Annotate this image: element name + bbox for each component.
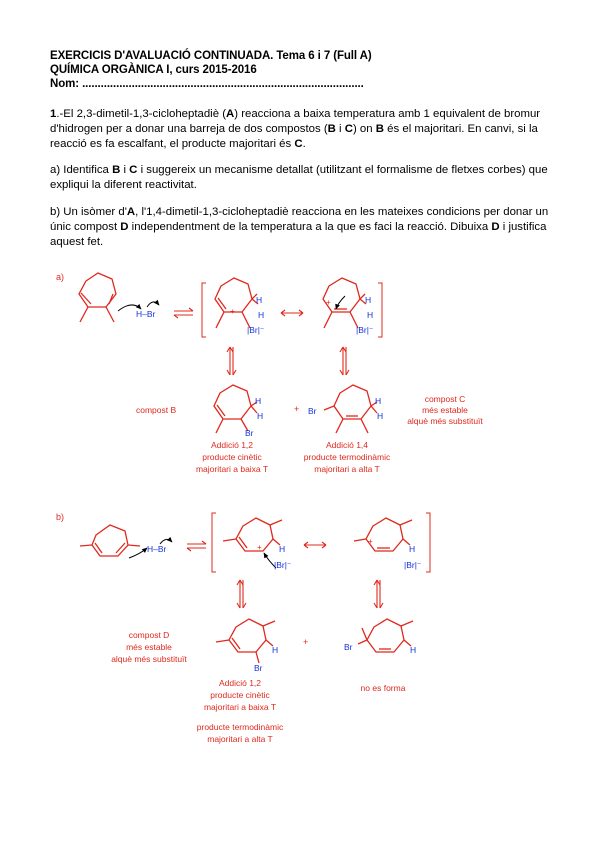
compost-c-line: més estable (422, 405, 468, 415)
q1-text: és el majoritari. En canvi, si la reacció es fa escalfant, el producte majoritari és (50, 123, 538, 150)
question-number: 1 (50, 108, 57, 120)
qb-text: b) Un isòmer d' (50, 206, 127, 218)
curved-arrow (129, 548, 147, 558)
hydrogen-label: H (375, 396, 382, 406)
hbr-reagent: H–Br (136, 309, 156, 319)
bracket-left (202, 283, 206, 337)
vertical-arrow-right (340, 347, 349, 375)
bromine-label: Br (308, 406, 317, 416)
carbocation-3 (223, 518, 282, 551)
note-line: Addició 1,2 (210, 440, 254, 450)
note-line: majoritari a baixa T (203, 702, 277, 712)
compost-c-note (407, 394, 483, 426)
note-line: producte termodinàmic (196, 722, 284, 732)
compound-a-ref: A (226, 108, 235, 120)
qa-text: i (120, 164, 130, 176)
hydrogen-label: H (365, 295, 372, 305)
scheme-part-a (56, 272, 483, 474)
compost-b-label: compost B (136, 405, 177, 415)
compost-d-line: alquè més substituït (111, 654, 187, 664)
positive-charge: + (368, 537, 373, 546)
q1-text: i (335, 123, 345, 135)
note-line: majoritari a alta T (314, 464, 380, 474)
compound-b-ref: B (112, 164, 121, 176)
molecule-a-isomer (80, 525, 140, 556)
bromine-label: Br (344, 642, 353, 652)
q1-text: ) reacciona a baixa temperatura amb 1 equivalent de bromur d'hidrogen per a donar una barreja de dos compostos ( (50, 108, 541, 135)
compound-c-ref: C (129, 164, 138, 176)
molecule-c (324, 385, 377, 433)
curved-arrow (147, 302, 159, 307)
addicio-12-note-b (197, 678, 284, 744)
curved-arrow (336, 296, 345, 309)
note-line: producte termodinàmic (303, 452, 391, 462)
plus-sign: + (294, 404, 300, 414)
bracket-right (426, 513, 430, 572)
qb-text: , l'1,4-dimetil-1,3-cicloheptadiè reacciona en les mateixes condicions per donar un únic compost (50, 206, 549, 233)
bromide-ion: |Br|⁻ (356, 325, 374, 335)
addicio-14-note (304, 440, 391, 474)
compound-c-ref: C (294, 138, 303, 150)
molecule-not-formed (358, 619, 413, 652)
name-line: Nom: ........................................................................................... (50, 78, 364, 90)
hydrogen-label: H (256, 295, 263, 305)
note-line: producte cinètic (210, 690, 270, 700)
qa-text: a) Identifica (50, 164, 113, 176)
carbocation-1 (215, 278, 258, 328)
q1-text: .-El 2,3-dimetil-1,3-cicloheptadiè ( (56, 108, 227, 120)
compost-c-line: compost C (424, 394, 466, 404)
vertical-arrow-right (374, 580, 383, 608)
hydrogen-label: H (257, 411, 264, 421)
note-line: Addició 1,4 (325, 440, 369, 450)
resonance-arrow (304, 542, 326, 548)
note-line: Addició 1,2 (218, 678, 262, 688)
bromide-ion: |Br|⁻ (404, 560, 422, 570)
note-line: majoritari a alta T (207, 734, 273, 744)
title-line-1: EXERCICIS D'AVALUACIÓ CONTINUADA. Tema 6 i 7 (Full A) (50, 50, 372, 62)
note-line: majoritari a baixa T (195, 464, 269, 474)
compound-d-ref: D (491, 221, 500, 233)
bracket-right (378, 283, 382, 337)
scheme-a-label: a) (56, 272, 65, 282)
compost-c-line: alquè més substituït (407, 416, 483, 426)
hydrogen-label: H (255, 396, 262, 406)
note-line: producte cinètic (202, 452, 262, 462)
compound-b-ref: B (375, 123, 384, 135)
vertical-arrow-left (227, 347, 236, 375)
scheme-part-b (56, 512, 430, 744)
bromine-label: Br (245, 428, 254, 438)
hydrogen-label: H (410, 645, 417, 655)
scheme-b-label: b) (56, 512, 65, 522)
bromine-label: Br (254, 663, 263, 673)
bracket-left (212, 513, 216, 572)
bromide-ion: |Br|⁻ (274, 560, 292, 570)
molecule-d (216, 619, 275, 663)
hydrogen-label: H (409, 544, 416, 554)
compost-d-line: més estable (126, 642, 172, 652)
compound-b-ref: B (327, 123, 336, 135)
hydrogen-label: H (367, 310, 374, 320)
qb-text: independentment de la temperatura a la que es faci la reacció. Dibuixa (128, 221, 492, 233)
equilibrium-arrow (187, 541, 206, 551)
resonance-arrow (281, 310, 303, 316)
title-line-2: QUÍMICA ORGÀNICA I, curs 2015-2016 (50, 64, 257, 76)
q1-text: ) on (352, 123, 376, 135)
not-formed-note: no es forma (360, 683, 406, 693)
positive-charge: + (257, 543, 262, 552)
qa-text: i suggereix un mecanisme detallat (utilitzant el formalisme de fletxes corbes) que expliqui la diferent reactivitat. (50, 164, 548, 191)
q1-text: . (302, 138, 306, 150)
qb-text: i justifica aquest fet. (50, 221, 547, 248)
molecule-b (214, 385, 257, 433)
molecule-a (79, 273, 116, 322)
positive-charge: + (326, 298, 331, 307)
hydrogen-label: H (272, 645, 279, 655)
hydrogen-label: H (279, 544, 286, 554)
compost-d-line: compost D (128, 630, 170, 640)
positive-charge: + (230, 307, 235, 316)
compost-d-note (111, 630, 187, 664)
addicio-12-note-a (196, 440, 268, 474)
vertical-arrow-left (237, 580, 246, 608)
equilibrium-arrow (174, 308, 193, 318)
carbocation-4 (354, 518, 412, 551)
hydrogen-label: H (377, 411, 384, 421)
plus-sign: + (303, 637, 309, 647)
hydrogen-label: H (258, 310, 265, 320)
compound-d-ref: D (120, 221, 129, 233)
compound-c-ref: C (344, 123, 353, 135)
bromide-ion: |Br|⁻ (247, 325, 265, 335)
hbr-reagent: H–Br (147, 544, 167, 554)
compound-a-ref: A (126, 206, 136, 218)
